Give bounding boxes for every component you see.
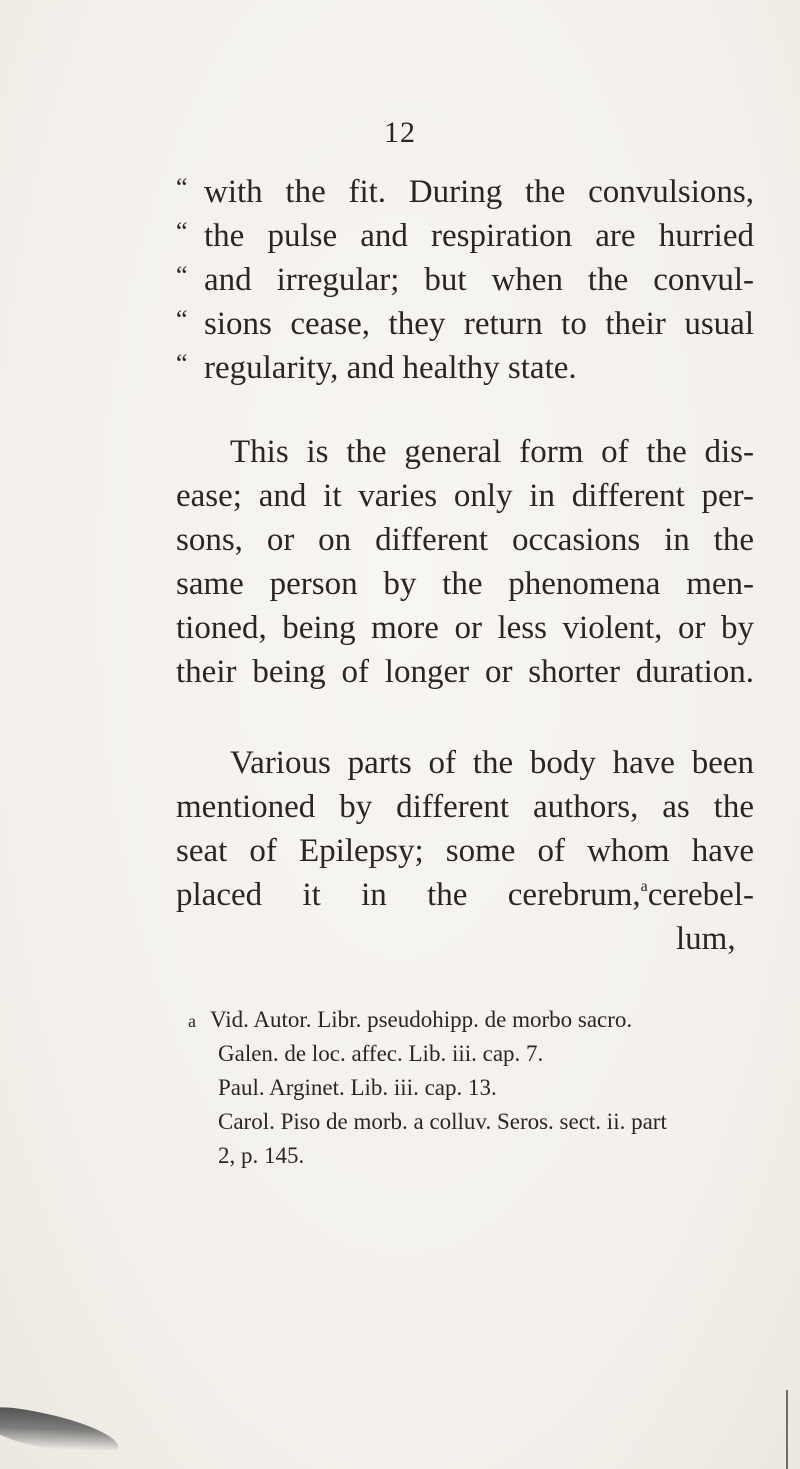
paragraph-line: “ regularity, and healthy state. xyxy=(176,344,754,388)
quote-mark: “ xyxy=(176,261,188,290)
catchword: lum, xyxy=(676,921,736,957)
paragraph-line: sons, or on different occasions in the xyxy=(176,522,754,558)
paragraph-line: tioned, being more or less violent, or by xyxy=(176,610,754,646)
quote-mark: “ xyxy=(176,305,188,334)
paragraph-line: “ and irregular; but when the convul- xyxy=(176,256,754,300)
quote-mark: “ xyxy=(176,349,188,378)
footnote-marker: a xyxy=(188,1011,196,1031)
footnote-reference: a xyxy=(640,878,648,895)
paragraph-line: Various parts of the body have been xyxy=(230,745,754,781)
footnote-line: 2, p. 145. xyxy=(218,1143,305,1168)
quote-mark: “ xyxy=(176,173,188,202)
paragraph-line: This is the general form of the dis- xyxy=(230,434,754,470)
footnote-line: Paul. Arginet. Lib. iii. cap. 13. xyxy=(218,1075,497,1100)
paragraph-line: mentioned by different authors, as the xyxy=(176,789,754,825)
paragraph-line: “ with the fit. During the convulsions, xyxy=(176,168,754,212)
footnote-line: Carol. Piso de morb. a colluv. Seros. sect. ii. part xyxy=(218,1109,667,1134)
footnote-line: Galen. de loc. affec. Lib. iii. cap. 7. xyxy=(218,1041,544,1066)
paragraph-line: their being of longer or shorter duration. xyxy=(176,654,754,690)
paragraph-line: “ sions cease, they return to their usual xyxy=(176,300,754,344)
paragraph-line: same person by the phenomena men- xyxy=(176,566,754,602)
paragraph-line: ease; and it varies only in different per- xyxy=(176,478,754,514)
paragraph-line: “ the pulse and respiration are hurried xyxy=(176,212,754,256)
quote-mark: “ xyxy=(176,217,188,246)
page-number: 12 xyxy=(384,116,416,149)
page-edge-mark xyxy=(786,1390,794,1469)
footnote-line: a Vid. Autor. Libr. pseudohipp. de morbo sacro. xyxy=(188,1007,633,1032)
thumb-smudge xyxy=(0,1401,122,1463)
paragraph-line: placed it in the cerebrum,$^a$cerebel- xyxy=(176,877,754,913)
paragraph-line: seat of Epilepsy; some of whom have xyxy=(176,833,754,869)
